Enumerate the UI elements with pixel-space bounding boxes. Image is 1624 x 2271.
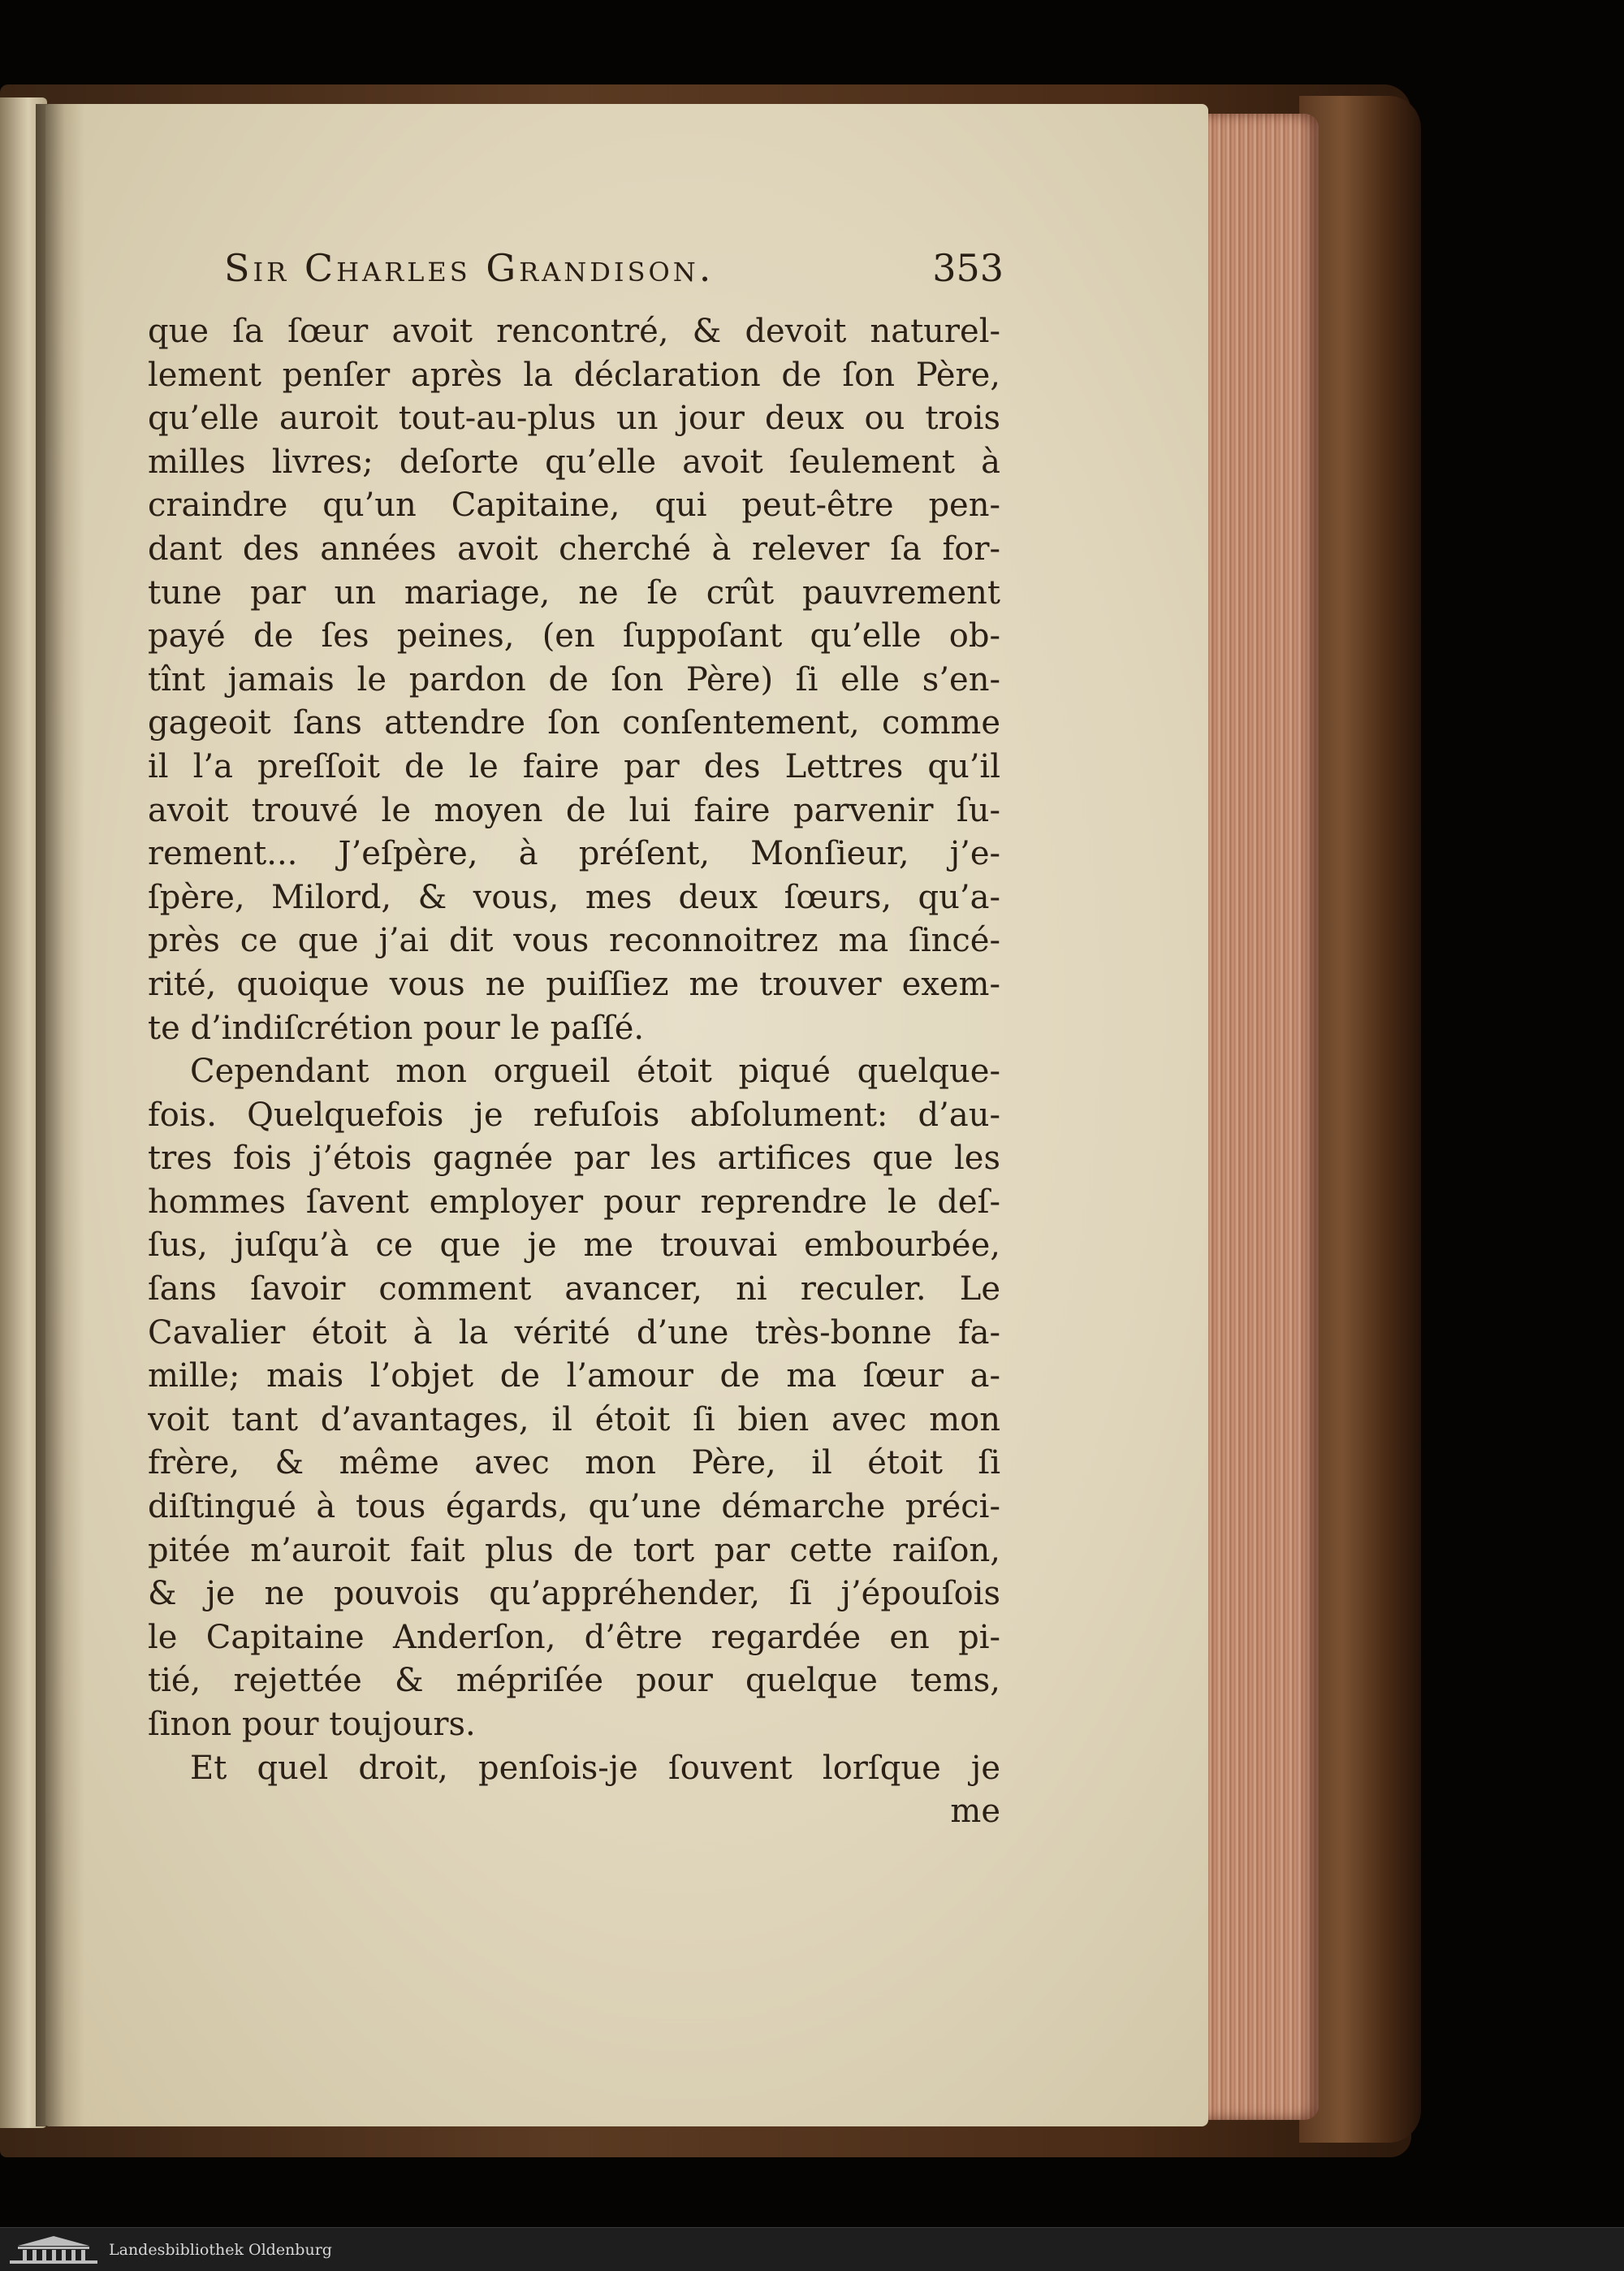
text-line: milles livres; deſorte qu’elle avoit ſeulement à	[148, 443, 1000, 481]
text-line: frère, & même avec mon Père, il étoit ſi	[148, 1444, 1000, 1482]
page-number: 353	[932, 246, 1004, 290]
text-line: & je ne pouvois qu’appréhender, ſi j’épouſois	[148, 1575, 1000, 1613]
text-line: Cavalier étoit à la vérité d’une très-bonne fa-	[148, 1313, 1000, 1352]
text-line: ſans ſavoir comment avancer, ni reculer. Le	[148, 1270, 1000, 1309]
library-building-icon	[8, 2233, 99, 2265]
text-line: Et quel droit, penſois-je ſouvent lorſque je	[190, 1749, 1000, 1787]
text-line: mille; mais l’objet de l’amour de ma ſœur a-	[148, 1357, 1000, 1395]
text-line: rement... J’eſpère, à préſent, Monſieur, j’e-	[148, 835, 1000, 873]
text-line: me	[950, 1793, 1000, 1831]
text-line: tres fois j’étois gagnée par les artifices que les	[148, 1140, 1000, 1178]
text-line: rité, quoique vous ne puiſſiez me trouver exem-	[148, 965, 1000, 1003]
text-line: gageoit ſans attendre ſon conſentement, comme	[148, 704, 1000, 742]
text-line: payé de ſes peines, (en ſuppoſant qu’elle ob-	[148, 617, 1000, 655]
running-title: Sir Charles Grandison.	[224, 246, 715, 290]
text-line: craindre qu’un Capitaine, qui peut-être pen-	[148, 487, 1000, 525]
text-line: ſinon pour toujours.	[148, 1706, 476, 1743]
text-line: avoit trouvé le moyen de lui faire parvenir ſu-	[148, 791, 1000, 829]
text-line: te d’indiſcrétion pour le paſſé.	[148, 1009, 645, 1047]
text-line: qu’elle auroit tout-au-plus un jour deux ou trois	[148, 400, 1000, 438]
text-line: le Capitaine Anderſon, d’être regardée en pi-	[148, 1618, 1000, 1656]
text-line: pitée m’auroit fait plus de tort par cette raiſon,	[148, 1531, 1000, 1569]
page-gutter-shadow	[36, 104, 84, 2126]
text-line: dant des années avoit cherché à relever ſa for-	[148, 530, 1000, 568]
text-line: voit tant d’avantages, il étoit ſi bien avec mon	[148, 1400, 1000, 1438]
text-line: hommes ſavent employer pour reprendre le deſ-	[148, 1183, 1000, 1221]
library-footer-bar	[0, 2227, 1624, 2271]
text-line: fois. Quelquefois je refuſois abſolument: d’au-	[148, 1096, 1000, 1134]
text-line: tié, rejettée & mépriſée pour quelque tems,	[148, 1662, 1000, 1700]
body-text	[148, 310, 1000, 1837]
text-line: diſtingué à tous égards, qu’une démarche préci-	[148, 1488, 1000, 1526]
page-fore-edge	[1208, 114, 1319, 2120]
text-line: lement penſer après la déclaration de ſon Père,	[148, 356, 1000, 394]
text-line: tînt jamais le pardon de ſon Père) ſi elle s’en-	[148, 660, 1000, 699]
text-line: ſus, juſqu’à ce que je me trouvai embourbée,	[148, 1226, 1000, 1265]
library-name: Landesbibliothek Oldenburg	[109, 2241, 332, 2259]
text-line: il l’a preſſoit de le faire par des Lettres qu’il	[148, 747, 1000, 785]
running-head	[224, 244, 1004, 292]
text-line: tune par un mariage, ne ſe crût pauvrement	[148, 573, 1000, 612]
text-line: ſpère, Milord, & vous, mes deux ſœurs, qu’a-	[148, 878, 1000, 916]
text-line: Cependant mon orgueil étoit piqué quelque-	[190, 1053, 1000, 1091]
text-line: que ſa ſœur avoit rencontré, & devoit naturel-	[148, 313, 1000, 350]
text-line: près ce que j’ai dit vous reconnoitrez ma ſincé-	[148, 922, 1000, 960]
